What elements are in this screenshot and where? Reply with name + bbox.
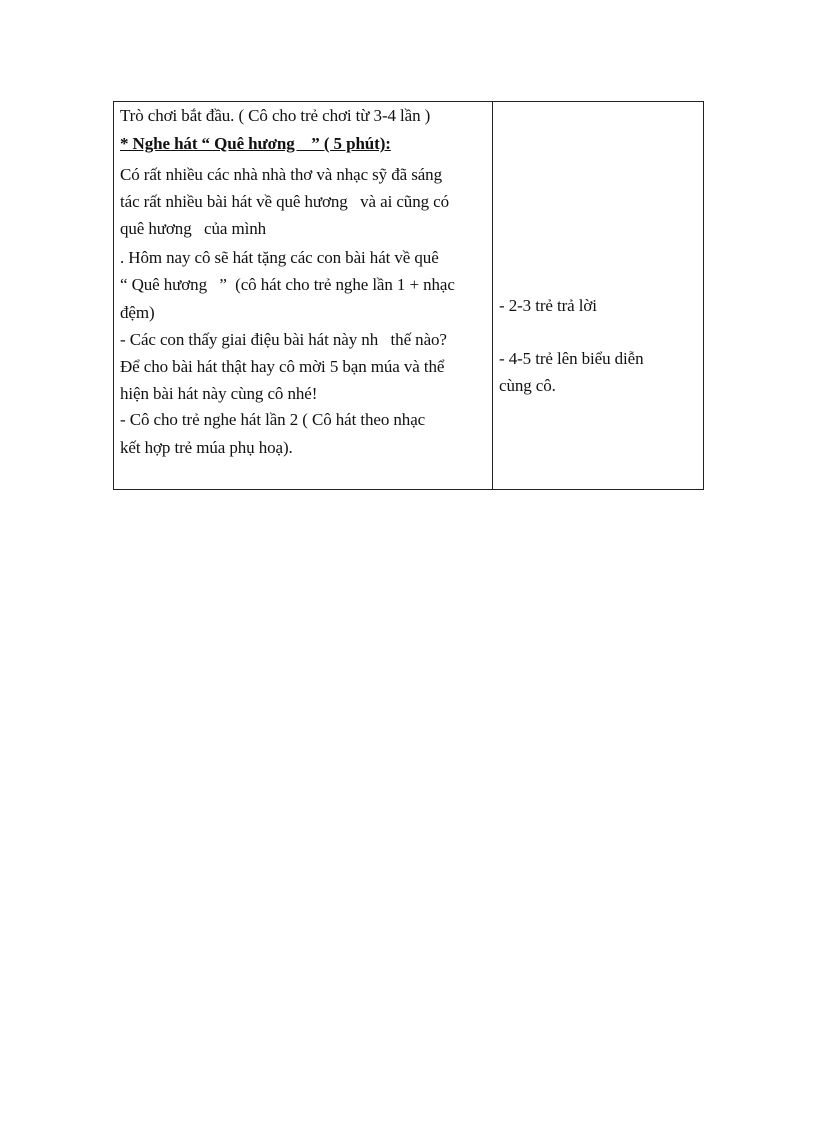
text-line: Để cho bài hát thật hay cô mời 5 bạn múa và thể	[120, 357, 445, 376]
activity-table	[113, 101, 704, 490]
text-line: quê hương của mình	[120, 219, 267, 238]
text-line: - Các con thấy giai điệu bài hát này nh thế nào?	[120, 330, 447, 349]
text-line: - Cô cho trẻ nghe hát lần 2 ( Cô hát theo nhạc	[120, 410, 426, 429]
teacher-activity-column	[114, 102, 493, 489]
text-line: kết hợp trẻ múa phụ hoạ).	[120, 438, 293, 457]
section-heading: * Nghe hát “ Quê hương ” ( 5 phút):	[120, 134, 391, 153]
text-line: Trò chơi bắt đầu. ( Cô cho trẻ chơi từ 3-4 lần )	[120, 106, 431, 125]
text-line: “ Quê hương ” (cô hát cho trẻ nghe lần 1 + nhạc	[120, 275, 455, 294]
text-line: đệm)	[120, 303, 155, 322]
text-line: - 2-3 trẻ trả lời	[499, 296, 597, 315]
text-line: tác rất nhiều bài hát về quê hương và ai cũng có	[120, 192, 449, 211]
text-line: hiện bài hát này cùng cô nhé!	[120, 384, 318, 403]
child-activity-column	[493, 102, 703, 489]
text-line: . Hôm nay cô sẽ hát tặng các con bài hát về quê	[120, 248, 439, 267]
text-line: Có rất nhiều các nhà nhà thơ và nhạc sỹ đã sáng	[120, 165, 442, 184]
text-line: cùng cô.	[499, 376, 556, 395]
text-line: - 4-5 trẻ lên biểu diễn	[499, 349, 644, 368]
